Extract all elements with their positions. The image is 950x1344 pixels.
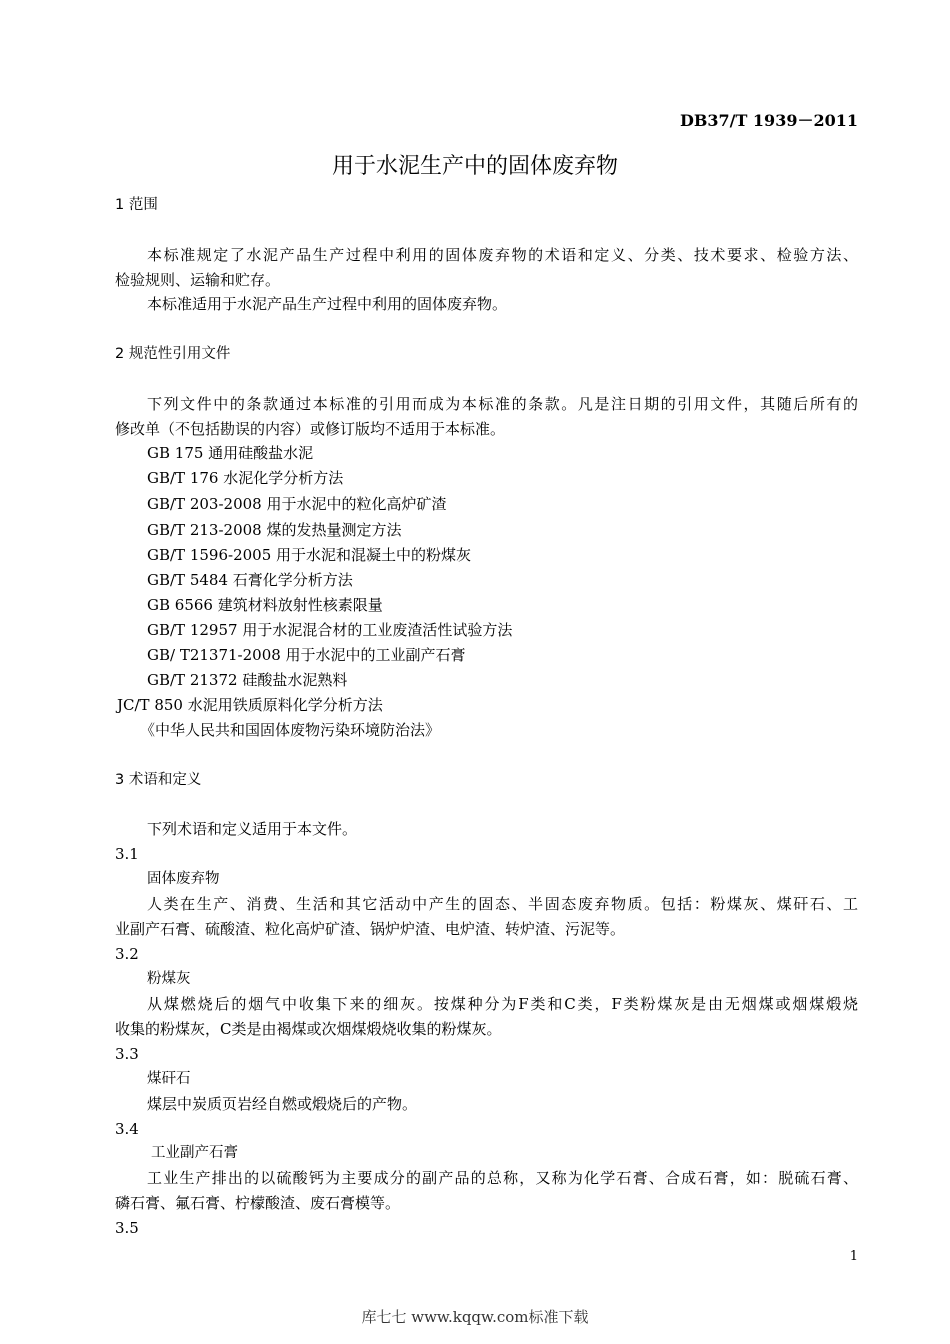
reference-item: JC/T 850 水泥用铁质原料化学分析方法 bbox=[117, 696, 383, 714]
reference-item: GB 175 通用硅酸盐水泥 bbox=[147, 444, 314, 462]
term-definition: 收集的粉煤灰，C类是由褐煤或次烟煤煅烧收集的粉煤灰。 bbox=[115, 1020, 502, 1038]
term-title: 工业副产石膏 bbox=[151, 1145, 238, 1161]
paragraph-line: 本标准适用于水泥产品生产过程中利用的固体废弃物。 bbox=[147, 295, 508, 313]
term-definition: 人类在生产、消费、生活和其它活动中产生的固态、半固态废弃物质。包括：粉煤灰、煤矸石、工 bbox=[147, 895, 858, 913]
reference-item: GB/T 176 水泥化学分析方法 bbox=[147, 469, 344, 487]
standard-number: DB37/T 1939－2011 bbox=[679, 111, 858, 130]
paragraph-line: 本标准规定了水泥产品生产过程中利用的固体废弃物的术语和定义、分类、技术要求、检验方法、 bbox=[147, 246, 858, 264]
term-definition: 工业生产排出的以硫酸钙为主要成分的副产品的总称，又称为化学石膏、合成石膏，如：脱硫石膏、 bbox=[147, 1169, 858, 1187]
term-number: 3.1 bbox=[115, 845, 139, 863]
section-1-heading: 1 范围 bbox=[115, 197, 158, 213]
footer-watermark: 库七七 www.kqqw.com标准下载 bbox=[361, 1308, 589, 1326]
term-title: 固体废弃物 bbox=[147, 871, 220, 887]
reference-item: GB/T 203-2008 用于水泥中的粒化高炉矿渣 bbox=[147, 495, 447, 513]
term-definition: 从煤燃烧后的烟气中收集下来的细灰。按煤种分为F类和C类，F类粉煤灰是由无烟煤或烟煤煅烧 bbox=[147, 995, 858, 1013]
term-number: 3.5 bbox=[115, 1219, 139, 1237]
paragraph-line: 修改单（不包括勘误的内容）或修订版均不适用于本标准。 bbox=[115, 420, 506, 438]
reference-item: GB/T 1596-2005 用于水泥和混凝土中的粉煤灰 bbox=[147, 546, 472, 564]
section-2-heading: 2 规范性引用文件 bbox=[115, 346, 231, 362]
term-number: 3.4 bbox=[115, 1120, 139, 1138]
section-3-heading: 3 术语和定义 bbox=[115, 772, 202, 788]
term-title: 粉煤灰 bbox=[147, 971, 191, 987]
term-number: 3.2 bbox=[115, 945, 139, 963]
term-definition: 业副产石膏、硫酸渣、粒化高炉矿渣、锅炉炉渣、电炉渣、转炉渣、污泥等。 bbox=[115, 920, 626, 938]
term-definition: 磷石膏、氟石膏、柠檬酸渣、废石膏模等。 bbox=[115, 1194, 401, 1212]
reference-item: 《中华人民共和国固体废物污染环境防治法》 bbox=[140, 721, 441, 739]
paragraph-line: 检验规则、运输和贮存。 bbox=[115, 271, 281, 289]
reference-item: GB/T 5484 石膏化学分析方法 bbox=[147, 571, 353, 589]
page-number: 1 bbox=[849, 1249, 858, 1264]
term-number: 3.3 bbox=[115, 1045, 139, 1063]
reference-item: GB/ T21371-2008 用于水泥中的工业副产石膏 bbox=[147, 646, 466, 664]
reference-item: GB/T 213-2008 煤的发热量测定方法 bbox=[147, 521, 402, 539]
document-title: 用于水泥生产中的固体废弃物 bbox=[331, 154, 618, 179]
term-title: 煤矸石 bbox=[147, 1071, 191, 1087]
paragraph-line: 下列文件中的条款通过本标准的引用而成为本标准的条款。凡是注日期的引用文件，其随后所有的 bbox=[147, 395, 858, 413]
reference-item: GB/T 21372 硅酸盐水泥熟料 bbox=[147, 671, 348, 689]
reference-item: GB/T 12957 用于水泥混合材的工业废渣活性试验方法 bbox=[147, 621, 513, 639]
paragraph-line: 下列术语和定义适用于本文件。 bbox=[147, 820, 358, 838]
reference-item: GB 6566 建筑材料放射性核素限量 bbox=[147, 596, 383, 614]
term-definition: 煤层中炭质页岩经自燃或煅烧后的产物。 bbox=[147, 1095, 418, 1113]
